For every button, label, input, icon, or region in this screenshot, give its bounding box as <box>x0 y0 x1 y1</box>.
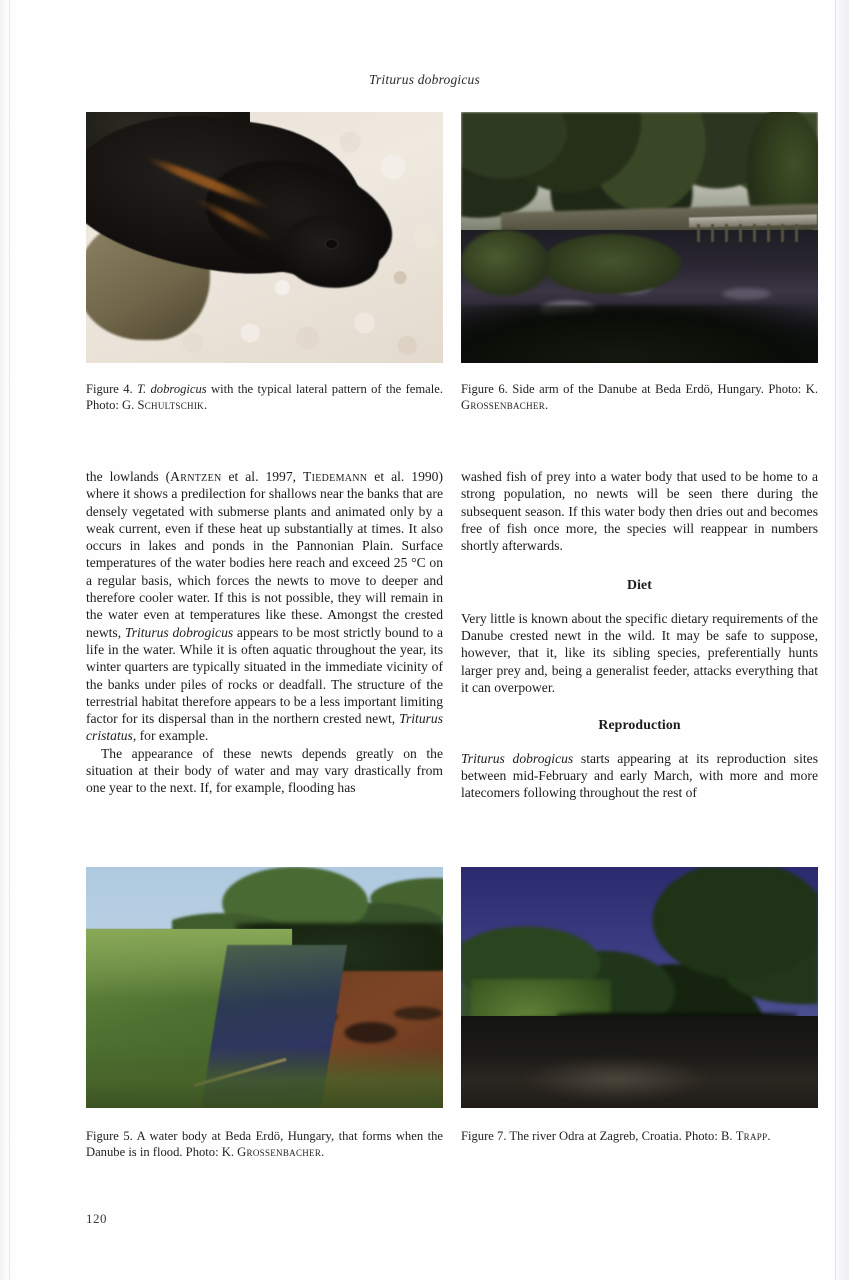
figure-6-caption-end: . <box>545 398 549 413</box>
running-head: Triturus dobrogicus <box>369 72 480 87</box>
figure-7-caption-text: The river Odra at Zagreb, Croatia. Photo: B. <box>506 1129 733 1143</box>
paragraph-appearance: The appearance of these newts depends greatly on the situation at their body of water and may vary drastically from one year to the next. If, for example, flooding has <box>86 745 443 796</box>
figure-5-caption <box>86 1128 443 1161</box>
figure-4-image <box>86 112 443 363</box>
figure-6-image <box>461 112 818 363</box>
paragraph-fish-predation: washed fish of prey into a water body that used to be home to a strong population, no newts will be seen there during the subsequent season. If this water body then dries out and becomes free of fish once more, the species will reappear in numbers shortly afterwards. <box>461 469 818 554</box>
figure-5-image <box>86 867 443 1108</box>
figure-6-caption <box>461 381 818 414</box>
species-triturus-cristatus: Triturus cristatus <box>86 711 443 744</box>
figure-4-caption-end: . <box>203 398 208 413</box>
figure-6-photographer: Grossenbacher <box>461 398 546 413</box>
section-heading-reproduction: Reproduction <box>598 717 681 733</box>
text-run: the lowlands ( <box>86 469 171 484</box>
body-column-left <box>86 468 443 797</box>
figure-6-label: Figure 6. <box>461 382 508 396</box>
section-heading-diet: Diet <box>627 577 652 593</box>
text-run: , for example. <box>132 728 209 744</box>
species-triturus-dobrogicus: Triturus dobrogicus <box>461 750 574 766</box>
figure-4-label: Figure 4. <box>86 382 133 396</box>
paragraph-habitat <box>86 468 443 745</box>
species-triturus-dobrogicus: Triturus dobrogicus <box>124 624 234 640</box>
text-run: et al. 1997, <box>221 469 303 484</box>
foreground-shadow <box>461 305 818 363</box>
dock-posts <box>697 224 809 242</box>
figure-7-photographer: Trapp <box>735 1129 768 1143</box>
figure-6-caption-text: Side arm of the Danube at Beda Erdö, Hungary. Photo: K. <box>507 382 818 396</box>
scan-edge-right <box>834 0 849 1280</box>
text-run: starts appearing at its reproduction sites between mid-February and early March, with more and more latecomers following throughout the rest of <box>461 750 818 801</box>
figure-7-caption <box>461 1128 823 1144</box>
paragraph-diet: Very little is known about the specific dietary requirements of the Danube crested newt in the wild. It may be safe to suppose, however, that it, like its sibling species, preferentially hunts larger prey and, being a generalist feeder, attacks everything that it can overpower. <box>461 610 818 695</box>
foreground-grass <box>86 1046 443 1108</box>
body-column-right <box>461 468 818 801</box>
citation-arntzen: Arntzen <box>170 469 222 484</box>
figure-7-label: Figure 7. <box>461 1129 507 1143</box>
scan-edge-left-line <box>9 0 10 1280</box>
citation-tiedemann: Tiedemann <box>303 469 368 484</box>
figure-4-species: T. dobrogicus <box>136 382 207 396</box>
water-sheen <box>521 1056 711 1102</box>
page-number: 120 <box>86 1211 107 1226</box>
figure-5-caption-end: . <box>321 1145 325 1160</box>
figure-4-caption <box>86 381 443 414</box>
figure-5-photographer: Grossenbacher <box>237 1145 322 1160</box>
newt-eye <box>326 240 337 248</box>
left-shrub <box>461 230 549 296</box>
mid-shrub <box>541 234 681 294</box>
text-run: appears to be most strictly bound to a life in the water. While it is often aquatic throughout the year, its winter quarters are typically situated in the immediate vicinity of the banks under piles of rocks or deadfall. The structure of the terrestrial habitat therefore appears to be a less important limiting factor for its dispersal than in the northern crested newt, <box>86 624 443 727</box>
figure-4-photographer: Schultschik <box>137 398 204 413</box>
figure-7-caption-end: . <box>767 1129 771 1143</box>
paragraph-reproduction <box>461 750 818 802</box>
text-run: et al. 1990) where it shows a predilection for shallows near the banks that are densely vegetated with submerse plants and animated only by a weak current, even if these heat up substantially at times. It also occurs in lakes and ponds in the Pannonian Plain. Surface temperatures of the water bodies here reach and exceed 25 °C on a regular basis, which forces the newts to move to deeper and therefore cooler water. If this is not possible, they will remain in the water even at temperatures like these. Amongst the crested newts, <box>86 469 443 640</box>
figure-5-caption-text: A water body at Beda Erdö, Hungary, that forms when the Danube is in flood. Photo: K. <box>86 1129 443 1160</box>
figure-4-caption-text: with the typical lateral pattern of the female. Photo: G. <box>86 382 443 413</box>
figure-7-image <box>461 867 818 1108</box>
scan-edge-right-line <box>835 0 836 1280</box>
figure-5-label: Figure 5. <box>86 1129 133 1143</box>
